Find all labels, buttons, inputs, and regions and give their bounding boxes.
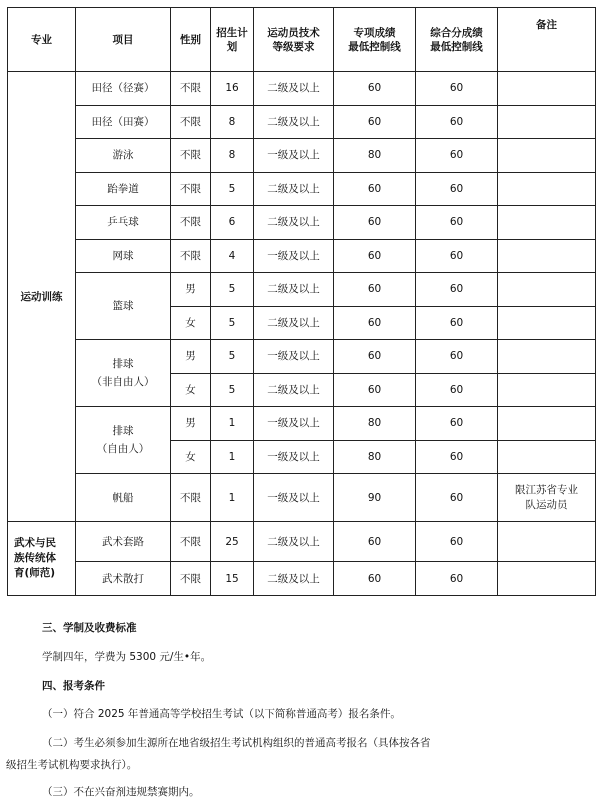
gender-cell: 男 xyxy=(171,273,211,307)
table-row xyxy=(8,407,596,441)
table-row xyxy=(8,239,596,273)
gender-cell: 不限 xyxy=(171,72,211,106)
table-row xyxy=(8,522,596,562)
note-cell: 限江苏省专业 队运动员 xyxy=(498,474,596,522)
comp-cell: 60 xyxy=(416,206,498,240)
comp-cell: 60 xyxy=(416,474,498,522)
item-cell: 乒乓球 xyxy=(76,206,171,240)
item-cell: 帆船 xyxy=(76,474,171,522)
level-cell: 二级及以上 xyxy=(254,105,334,139)
spec-cell: 80 xyxy=(334,440,416,474)
plan-cell: 4 xyxy=(211,239,254,273)
section3-title: 三、学制及收费标准 xyxy=(42,622,137,634)
gender-cell: 女 xyxy=(171,440,211,474)
item-cell: 武术散打 xyxy=(76,562,171,596)
comp-cell: 60 xyxy=(416,172,498,206)
table-row xyxy=(8,172,596,206)
major-cell: 武术与民 族传统体 育(师范) xyxy=(8,522,76,596)
header-comp-score: 综合分成绩 最低控制线 xyxy=(416,8,498,72)
plan-cell: 1 xyxy=(211,407,254,441)
plan-cell: 8 xyxy=(211,105,254,139)
gender-cell: 不限 xyxy=(171,206,211,240)
plan-cell: 1 xyxy=(211,474,254,522)
item-cell: 跆拳道 xyxy=(76,172,171,206)
section4-title: 四、报考条件 xyxy=(42,680,105,692)
table-row xyxy=(8,72,596,106)
note-cell xyxy=(498,522,596,562)
major-cell: 运动训练 xyxy=(8,72,76,522)
section3-body: 学制四年，学费为 5300 元/生•年。 xyxy=(42,651,212,663)
item-cell: 田径（径赛） xyxy=(76,72,171,106)
level-cell: 一级及以上 xyxy=(254,239,334,273)
admission-table xyxy=(7,7,596,596)
comp-cell: 60 xyxy=(416,306,498,340)
note-cell xyxy=(498,105,596,139)
condition-2-line2: 级招生考试机构要求执行）。 xyxy=(6,759,138,771)
comp-cell: 60 xyxy=(416,373,498,407)
comp-cell: 60 xyxy=(416,273,498,307)
note-cell xyxy=(498,373,596,407)
comp-cell: 60 xyxy=(416,105,498,139)
spec-cell: 90 xyxy=(334,474,416,522)
plan-cell: 5 xyxy=(211,306,254,340)
plan-cell: 5 xyxy=(211,273,254,307)
gender-cell: 女 xyxy=(171,306,211,340)
header-level: 运动员技术 等级要求 xyxy=(254,8,334,72)
comp-cell: 60 xyxy=(416,139,498,173)
spec-cell: 60 xyxy=(334,172,416,206)
header-spec-score: 专项成绩 最低控制线 xyxy=(334,8,416,72)
table-row xyxy=(8,206,596,240)
plan-cell: 5 xyxy=(211,172,254,206)
table-row xyxy=(8,562,596,596)
condition-1: （一）符合 2025 年普通高等学校招生考试（以下简称普通高考）报名条件。 xyxy=(42,708,401,720)
note-cell xyxy=(498,239,596,273)
header-major: 专业 xyxy=(8,8,76,72)
gender-cell: 不限 xyxy=(171,139,211,173)
comp-cell: 60 xyxy=(416,440,498,474)
level-cell: 二级及以上 xyxy=(254,373,334,407)
gender-cell: 不限 xyxy=(171,172,211,206)
level-cell: 二级及以上 xyxy=(254,206,334,240)
comp-cell: 60 xyxy=(416,72,498,106)
level-cell: 一级及以上 xyxy=(254,440,334,474)
condition-3: （三）不在兴奋剂违规禁赛期内。 xyxy=(42,786,200,798)
plan-cell: 1 xyxy=(211,440,254,474)
item-cell: 田径（田赛） xyxy=(76,105,171,139)
plan-cell: 6 xyxy=(211,206,254,240)
spec-cell: 60 xyxy=(334,105,416,139)
spec-cell: 60 xyxy=(334,239,416,273)
note-cell xyxy=(498,562,596,596)
item-cell: 游泳 xyxy=(76,139,171,173)
comp-cell: 60 xyxy=(416,407,498,441)
level-cell: 二级及以上 xyxy=(254,72,334,106)
level-cell: 二级及以上 xyxy=(254,306,334,340)
table-row xyxy=(8,273,596,307)
plan-cell: 16 xyxy=(211,72,254,106)
spec-cell: 60 xyxy=(334,306,416,340)
gender-cell: 不限 xyxy=(171,562,211,596)
plan-cell: 8 xyxy=(211,139,254,173)
condition-2-line1: （二）考生必须参加生源所在地省级招生考试机构组织的普通高考报名（具体按各省 xyxy=(42,737,431,749)
gender-cell: 不限 xyxy=(171,105,211,139)
gender-cell: 不限 xyxy=(171,522,211,562)
note-cell xyxy=(498,139,596,173)
gender-cell: 女 xyxy=(171,373,211,407)
table-header-row xyxy=(8,8,596,72)
spec-cell: 60 xyxy=(334,273,416,307)
comp-cell: 60 xyxy=(416,239,498,273)
gender-cell: 男 xyxy=(171,407,211,441)
note-cell xyxy=(498,340,596,374)
spec-cell: 60 xyxy=(334,562,416,596)
spec-cell: 80 xyxy=(334,407,416,441)
item-cell: 篮球 xyxy=(76,273,171,340)
spec-cell: 60 xyxy=(334,72,416,106)
plan-cell: 25 xyxy=(211,522,254,562)
header-note: 备注 xyxy=(498,8,596,72)
note-cell xyxy=(498,273,596,307)
comp-cell: 60 xyxy=(416,562,498,596)
table-row xyxy=(8,340,596,374)
level-cell: 二级及以上 xyxy=(254,273,334,307)
level-cell: 一级及以上 xyxy=(254,407,334,441)
plan-cell: 15 xyxy=(211,562,254,596)
comp-cell: 60 xyxy=(416,340,498,374)
level-cell: 二级及以上 xyxy=(254,172,334,206)
header-item: 项目 xyxy=(76,8,171,72)
note-cell xyxy=(498,440,596,474)
item-cell: 网球 xyxy=(76,239,171,273)
table-row xyxy=(8,139,596,173)
spec-cell: 60 xyxy=(334,340,416,374)
item-cell: 排球 （自由人） xyxy=(76,407,171,474)
note-cell xyxy=(498,172,596,206)
level-cell: 一级及以上 xyxy=(254,139,334,173)
item-cell: 排球 （非自由人） xyxy=(76,340,171,407)
level-cell: 二级及以上 xyxy=(254,522,334,562)
header-plan: 招生计 划 xyxy=(211,8,254,72)
gender-cell: 不限 xyxy=(171,239,211,273)
level-cell: 一级及以上 xyxy=(254,340,334,374)
table-row xyxy=(8,105,596,139)
plan-cell: 5 xyxy=(211,373,254,407)
note-cell xyxy=(498,306,596,340)
spec-cell: 60 xyxy=(334,373,416,407)
spec-cell: 60 xyxy=(334,206,416,240)
gender-cell: 不限 xyxy=(171,474,211,522)
note-cell xyxy=(498,72,596,106)
comp-cell: 60 xyxy=(416,522,498,562)
note-cell xyxy=(498,206,596,240)
level-cell: 二级及以上 xyxy=(254,562,334,596)
table-row xyxy=(8,474,596,522)
spec-cell: 60 xyxy=(334,522,416,562)
level-cell: 一级及以上 xyxy=(254,474,334,522)
gender-cell: 男 xyxy=(171,340,211,374)
spec-cell: 80 xyxy=(334,139,416,173)
item-cell: 武术套路 xyxy=(76,522,171,562)
plan-cell: 5 xyxy=(211,340,254,374)
header-gender: 性别 xyxy=(171,8,211,72)
note-cell xyxy=(498,407,596,441)
